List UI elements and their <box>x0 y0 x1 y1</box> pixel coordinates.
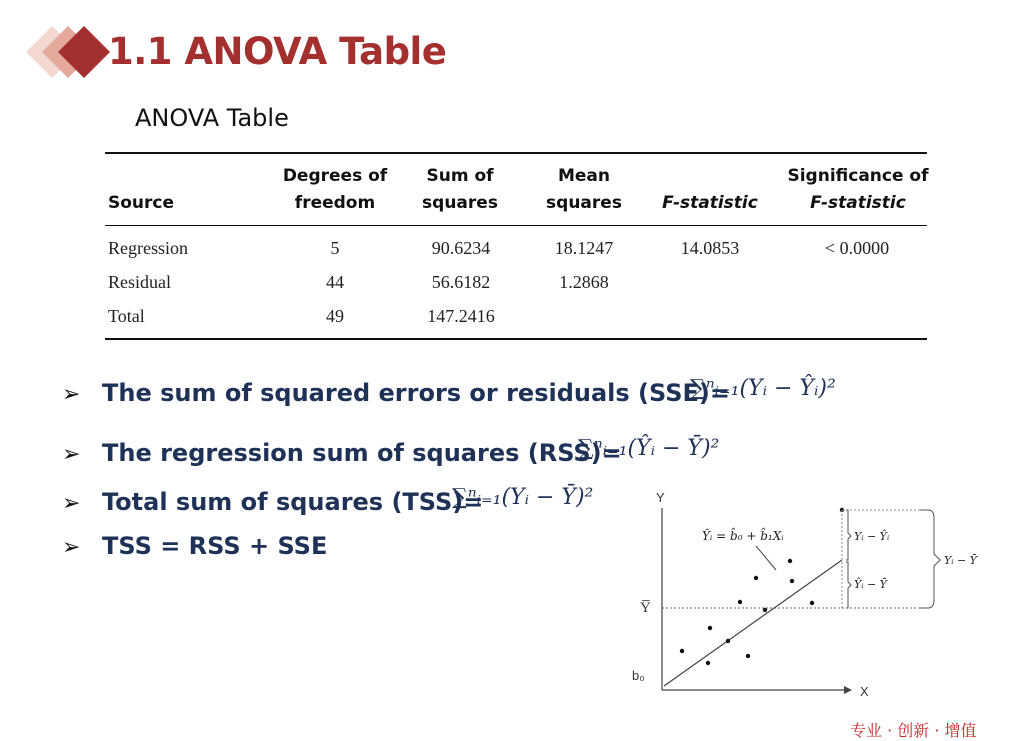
brace-regression-shape <box>846 562 851 608</box>
row-regression-source: Regression <box>108 238 188 258</box>
row-regression-ss: 90.6234 <box>431 238 491 258</box>
data-point <box>738 600 742 604</box>
row-regression-f: 14.0853 <box>680 238 740 258</box>
ybar-label: Y̅ <box>640 600 651 616</box>
footer-watermark: 专业 · 创新 · 增值 <box>850 721 977 740</box>
title-diamond-icon <box>24 22 110 86</box>
row-total-source: Total <box>108 306 145 326</box>
row-regression-df: 5 <box>330 238 340 258</box>
data-point <box>726 639 730 643</box>
data-point <box>680 649 684 653</box>
header-source: Source <box>108 193 175 213</box>
header-degrees-of-freedom: Degrees of freedom <box>282 166 388 213</box>
bullet-sse: ➢ The sum of squared errors or residuals (SSE)= ∑ⁿᵢ₌₁(Yᵢ − Ŷᵢ)² <box>62 376 862 416</box>
brace-total-shape <box>920 510 940 608</box>
row-residual-source: Residual <box>108 272 171 292</box>
row-residual-df: 44 <box>326 272 344 292</box>
brace-residual-shape <box>846 510 851 560</box>
header-mean-squares: Mean squares <box>546 166 622 213</box>
equation-pointer <box>756 546 776 570</box>
brace-total-label: Yᵢ − Ȳ <box>944 554 977 567</box>
brace-residual-label: Yᵢ − Ŷᵢ <box>854 530 890 543</box>
arrow-bullet-icon: ➢ <box>62 535 81 560</box>
slide-title: 1.1 ANOVA Table <box>108 30 447 73</box>
formula-sse: ∑ⁿᵢ₌₁(Yᵢ − Ŷᵢ)² <box>690 376 836 401</box>
row-total-ss: 147.2416 <box>427 306 495 326</box>
row-residual-ss: 56.6182 <box>431 272 491 292</box>
table-top-rule <box>105 152 927 154</box>
data-point <box>708 626 712 630</box>
bullet-identity: ➢ TSS = RSS + SSE <box>62 532 328 560</box>
regression-equation: Ŷᵢ = b̂₀ + b̂₁Xᵢ <box>702 529 784 543</box>
x-axis-arrowhead <box>844 686 852 694</box>
x-axis-label: X <box>860 684 869 699</box>
arrow-bullet-icon: ➢ <box>62 491 81 516</box>
table-bottom-rule <box>105 338 927 340</box>
row-regression-sig: < 0.0000 <box>824 238 890 258</box>
formula-rss: ∑ⁿᵢ₌₁(Ŷᵢ − Ȳ)² <box>578 436 720 461</box>
bullet-tss: ➢ Total sum of squares (TSS)= ∑ⁿᵢ₌₁(Yᵢ − Ȳ)² <box>62 485 622 525</box>
data-point <box>763 608 767 612</box>
brace-regression-label: Ŷᵢ − Ȳ <box>854 578 887 591</box>
table-caption: ANOVA Table <box>135 104 289 132</box>
formula-tss: ∑ⁿᵢ₌₁(Yᵢ − Ȳ)² <box>452 485 594 510</box>
regression-diagram <box>620 488 1020 727</box>
data-point <box>788 559 792 563</box>
intercept-label: b₀ <box>632 668 645 683</box>
header-f-statistic: F-statistic <box>662 193 758 213</box>
bullet-rss: ➢ The regression sum of squares (RSS)= ∑ⁿᵢ₌₁(Ŷᵢ − Ȳ)² <box>62 436 782 476</box>
header-sum-of-squares: Sum of squares <box>422 166 498 213</box>
y-axis-label: Y <box>656 490 665 505</box>
row-residual-ms: 1.2868 <box>559 272 609 292</box>
arrow-bullet-icon: ➢ <box>62 382 81 407</box>
data-point <box>746 654 750 658</box>
row-total-df: 49 <box>326 306 344 326</box>
header-significance: Significance of F-statistic <box>787 166 929 213</box>
table-header-rule <box>105 225 927 226</box>
data-point <box>790 579 794 583</box>
regression-line <box>664 560 842 686</box>
row-regression-ms: 18.1247 <box>554 238 614 258</box>
data-point <box>706 661 710 665</box>
data-point <box>754 576 758 580</box>
arrow-bullet-icon: ➢ <box>62 442 81 467</box>
data-point <box>810 601 814 605</box>
